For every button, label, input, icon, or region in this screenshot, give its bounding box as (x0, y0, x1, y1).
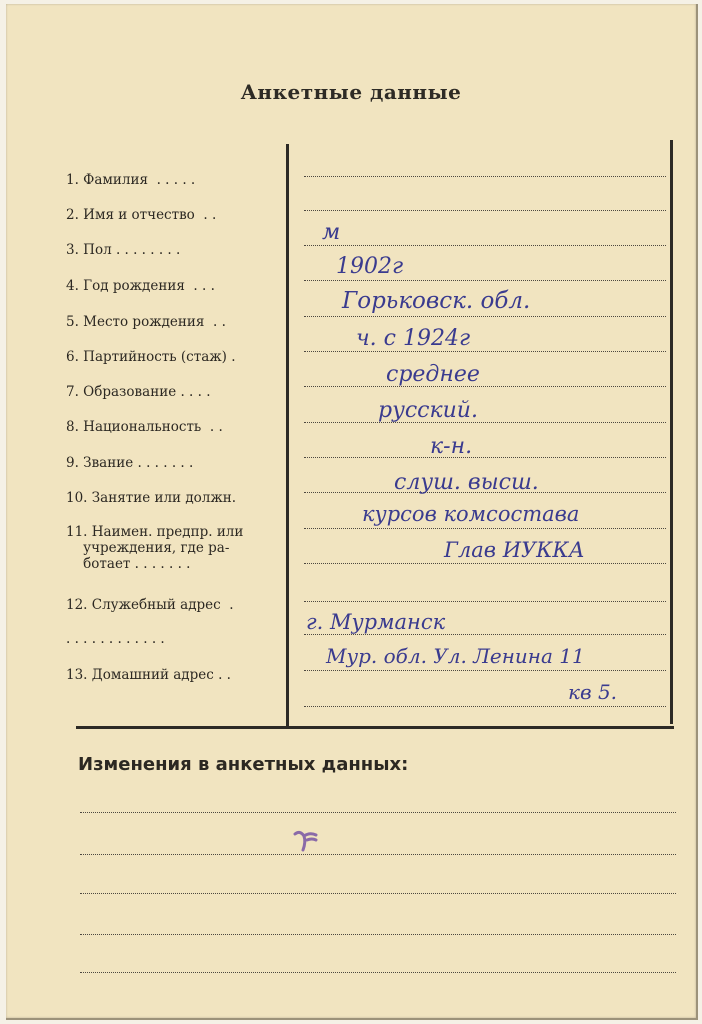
field-label-rank: 9. Звание . . . . . . . (66, 455, 194, 471)
handwritten-employer-cont: Глав ИУККА (444, 538, 585, 562)
field-label-name: 2. Имя и отчество . . (66, 207, 217, 223)
field-label-birth-year: 4. Год рождения . . . (66, 278, 215, 294)
column-divider-left (286, 144, 289, 727)
handwritten-birthplace: Горьковск. обл. (342, 288, 531, 314)
ink-mark-icon (292, 828, 320, 858)
entry-line (304, 245, 666, 246)
field-label-work-address: 12. Служебный адрес . (66, 597, 234, 613)
changes-line (80, 854, 676, 855)
field-label-employer: 11. Наимен. предпр. или учреждения, где ра- ботает . . . . . . . (66, 524, 244, 572)
handwritten-rank: к-н. (430, 434, 473, 459)
entry-line (304, 601, 666, 602)
entry-line (304, 280, 666, 281)
field-label-nationality: 8. Национальность . . (66, 419, 223, 435)
changes-line (80, 812, 676, 813)
entry-line (304, 563, 666, 564)
handwritten-birth-year: 1902г (336, 254, 404, 279)
handwritten-employer: курсов комсостава (362, 502, 580, 526)
entry-line (304, 528, 666, 529)
entry-line (304, 422, 666, 423)
field-label-continuation: . . . . . . . . . . . . (66, 631, 165, 647)
field-label-home-address: 13. Домашний адрес . . (66, 667, 231, 683)
entry-line (304, 706, 666, 707)
handwritten-sex: м (322, 220, 341, 245)
field-label-education: 7. Образование . . . . (66, 384, 211, 400)
handwritten-nationality: русский. (378, 398, 478, 423)
entry-line (304, 316, 666, 317)
entry-line (304, 351, 666, 352)
entry-line (304, 386, 666, 387)
handwritten-education: среднее (386, 362, 480, 387)
handwritten-party: ч. с 1924г (356, 326, 471, 351)
questionnaire-page (6, 4, 698, 1020)
entry-line (304, 176, 666, 177)
handwritten-occupation: слуш. высш. (394, 470, 539, 495)
table-bottom-rule (76, 726, 674, 729)
handwritten-apartment: кв 5. (568, 680, 618, 704)
changes-heading: Изменения в анкетных данных: (78, 754, 409, 775)
field-label-surname: 1. Фамилия . . . . . (66, 172, 196, 188)
page-title: Анкетные данные (240, 80, 462, 104)
changes-line (80, 934, 676, 935)
entry-line (304, 457, 666, 458)
field-label-party: 6. Партийность (стаж) . (66, 349, 236, 365)
entry-line (304, 210, 666, 211)
changes-line (80, 893, 676, 894)
field-label-occupation: 10. Занятие или должн. (66, 490, 237, 506)
field-label-birthplace: 5. Место рождения . . (66, 314, 226, 330)
changes-line (80, 972, 676, 973)
field-label-sex: 3. Пол . . . . . . . . (66, 242, 181, 258)
handwritten-city: г. Мурманск (306, 610, 446, 634)
column-divider-right (670, 140, 673, 724)
entry-line (304, 670, 666, 671)
entry-line (304, 634, 666, 635)
handwritten-home-address: Мур. обл. Ул. Ленина 11 (326, 644, 585, 668)
